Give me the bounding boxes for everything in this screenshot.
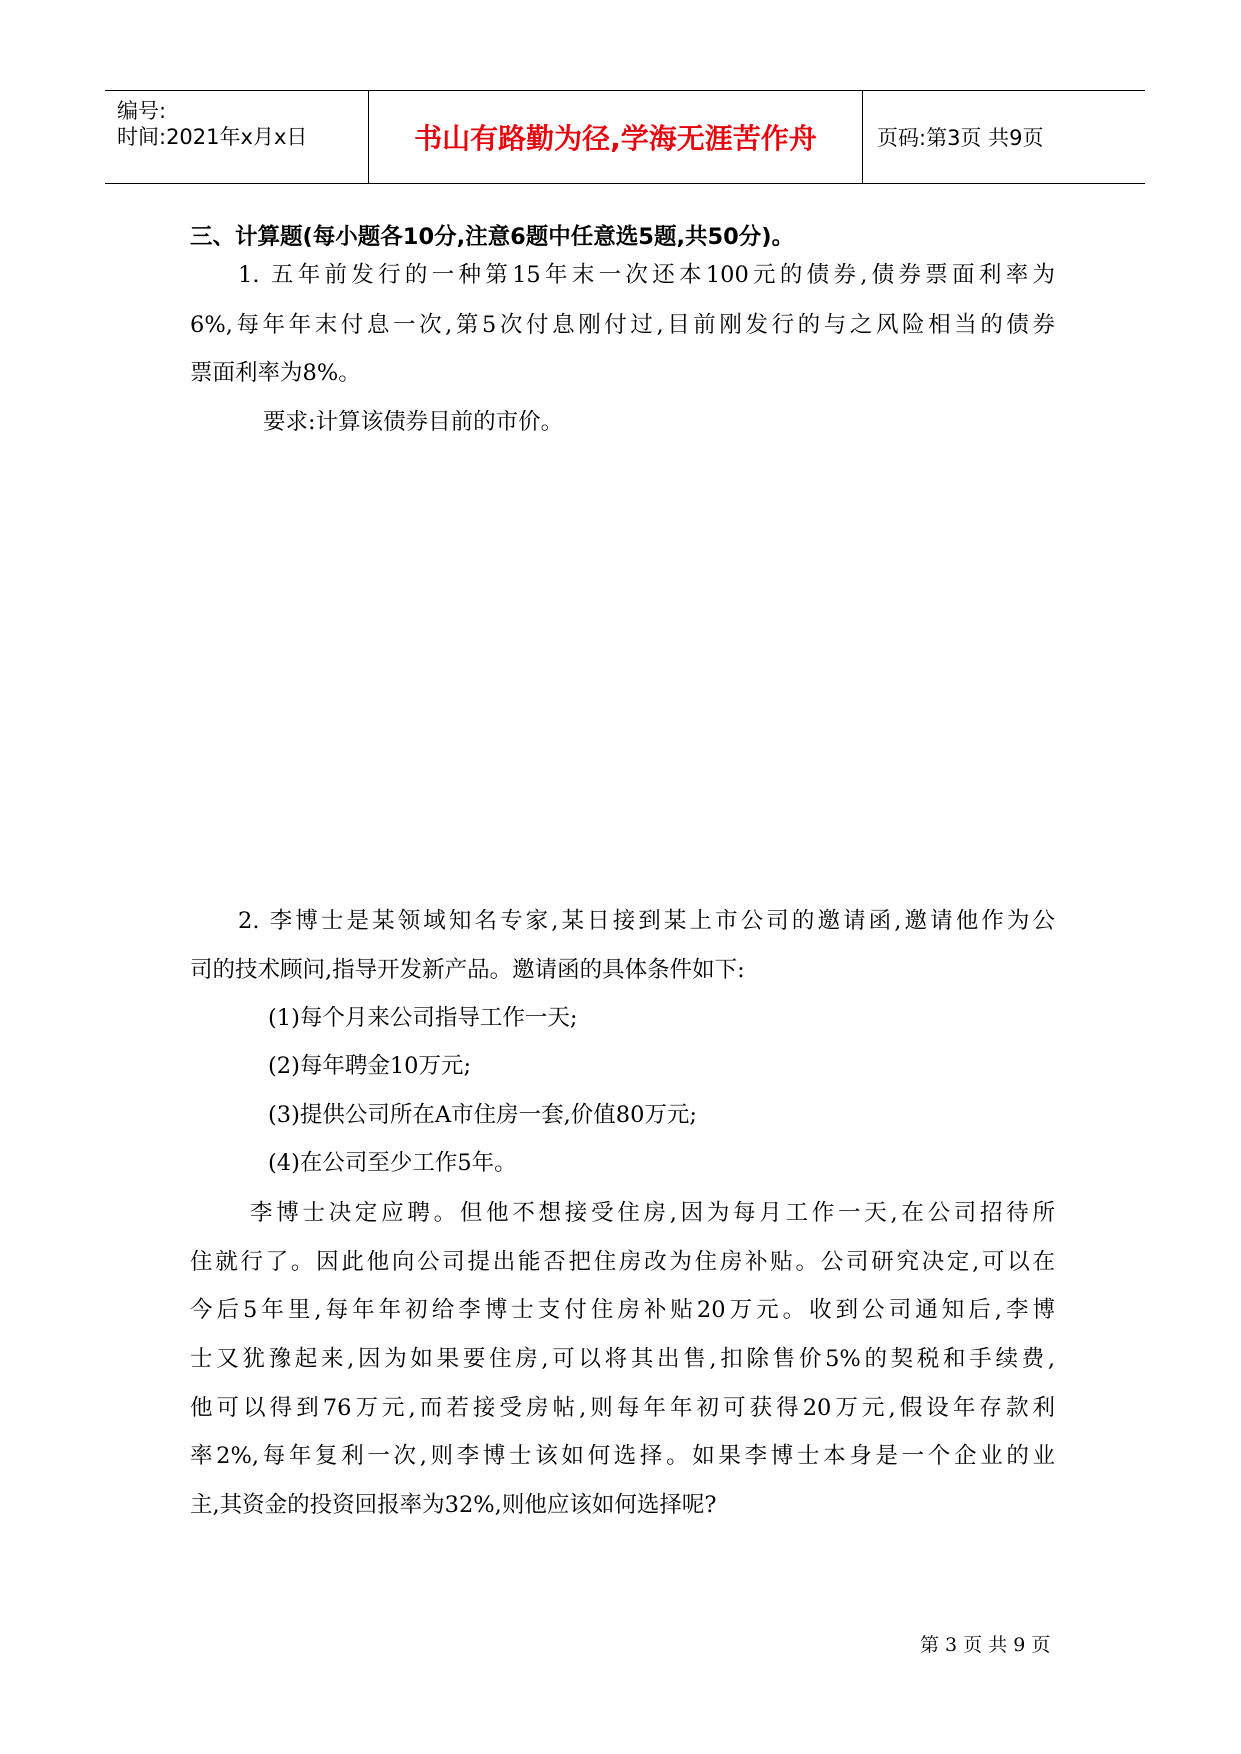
q2-body-line: 主,其资金的投资回报率为32%,则他应该如何选择呢? bbox=[190, 1492, 717, 1518]
page-header bbox=[105, 90, 1145, 184]
q2-body-line: 住就行了。因此他向公司提出能否把住房改为住房补贴。公司研究决定,可以在 bbox=[190, 1249, 1055, 1275]
page-code: 页码:第3页 共9页 bbox=[877, 126, 1044, 150]
header-motto-cell bbox=[369, 91, 863, 183]
q2-condition: (1)每个月来公司指导工作一天; bbox=[268, 1005, 578, 1031]
page-footer: 第 3 页 共 9 页 bbox=[920, 1634, 1051, 1656]
number-label: 编号: bbox=[117, 99, 167, 123]
q1-line: 1. 五年前发行的一种第15年末一次还本100元的债券,债券票面利率为 bbox=[238, 262, 1055, 288]
q2-body-line: 率2%,每年复利一次,则李博士该如何选择。如果李博士本身是一个企业的业 bbox=[190, 1443, 1055, 1469]
q2-body-line: 李博士决定应聘。但他不想接受住房,因为每月工作一天,在公司招待所 bbox=[250, 1200, 1055, 1226]
q2-intro-line: 2. 李博士是某领域知名专家,某日接到某上市公司的邀请函,邀请他作为公 bbox=[238, 908, 1055, 934]
q2-body-line: 今后5年里,每年年初给李博士支付住房补贴20万元。收到公司通知后,李博 bbox=[190, 1297, 1055, 1323]
q2-condition: (3)提供公司所在A市住房一套,价值80万元; bbox=[268, 1102, 697, 1128]
q2-condition: (2)每年聘金10万元; bbox=[268, 1053, 472, 1079]
q1-line: 票面利率为8%。 bbox=[190, 360, 361, 386]
motto-text: 书山有路勤为径,学海无涯苦作舟 bbox=[414, 122, 817, 155]
header-page-cell bbox=[863, 91, 1145, 183]
q2-condition: (4)在公司至少工作5年。 bbox=[268, 1150, 517, 1176]
header-info-cell bbox=[105, 91, 369, 183]
q2-intro-line: 司的技术顾问,指导开发新产品。邀请函的具体条件如下: bbox=[190, 957, 745, 983]
q1-line: 6%,每年年末付息一次,第5次付息刚付过,目前刚发行的与之风险相当的债券 bbox=[190, 312, 1055, 338]
q2-body-line: 他可以得到76万元,而若接受房帖,则每年年初可获得20万元,假设年存款利 bbox=[190, 1395, 1055, 1421]
q1-requirement: 要求:计算该债券目前的市价。 bbox=[263, 409, 564, 435]
time-label: 时间:2021年x月x日 bbox=[117, 125, 308, 149]
section-heading: 三、计算题(每小题各10分,注意6题中任意选5题,共50分)。 bbox=[190, 224, 795, 250]
q2-body-line: 士又犹豫起来,因为如果要住房,可以将其出售,扣除售价5%的契税和手续费, bbox=[190, 1346, 1055, 1372]
